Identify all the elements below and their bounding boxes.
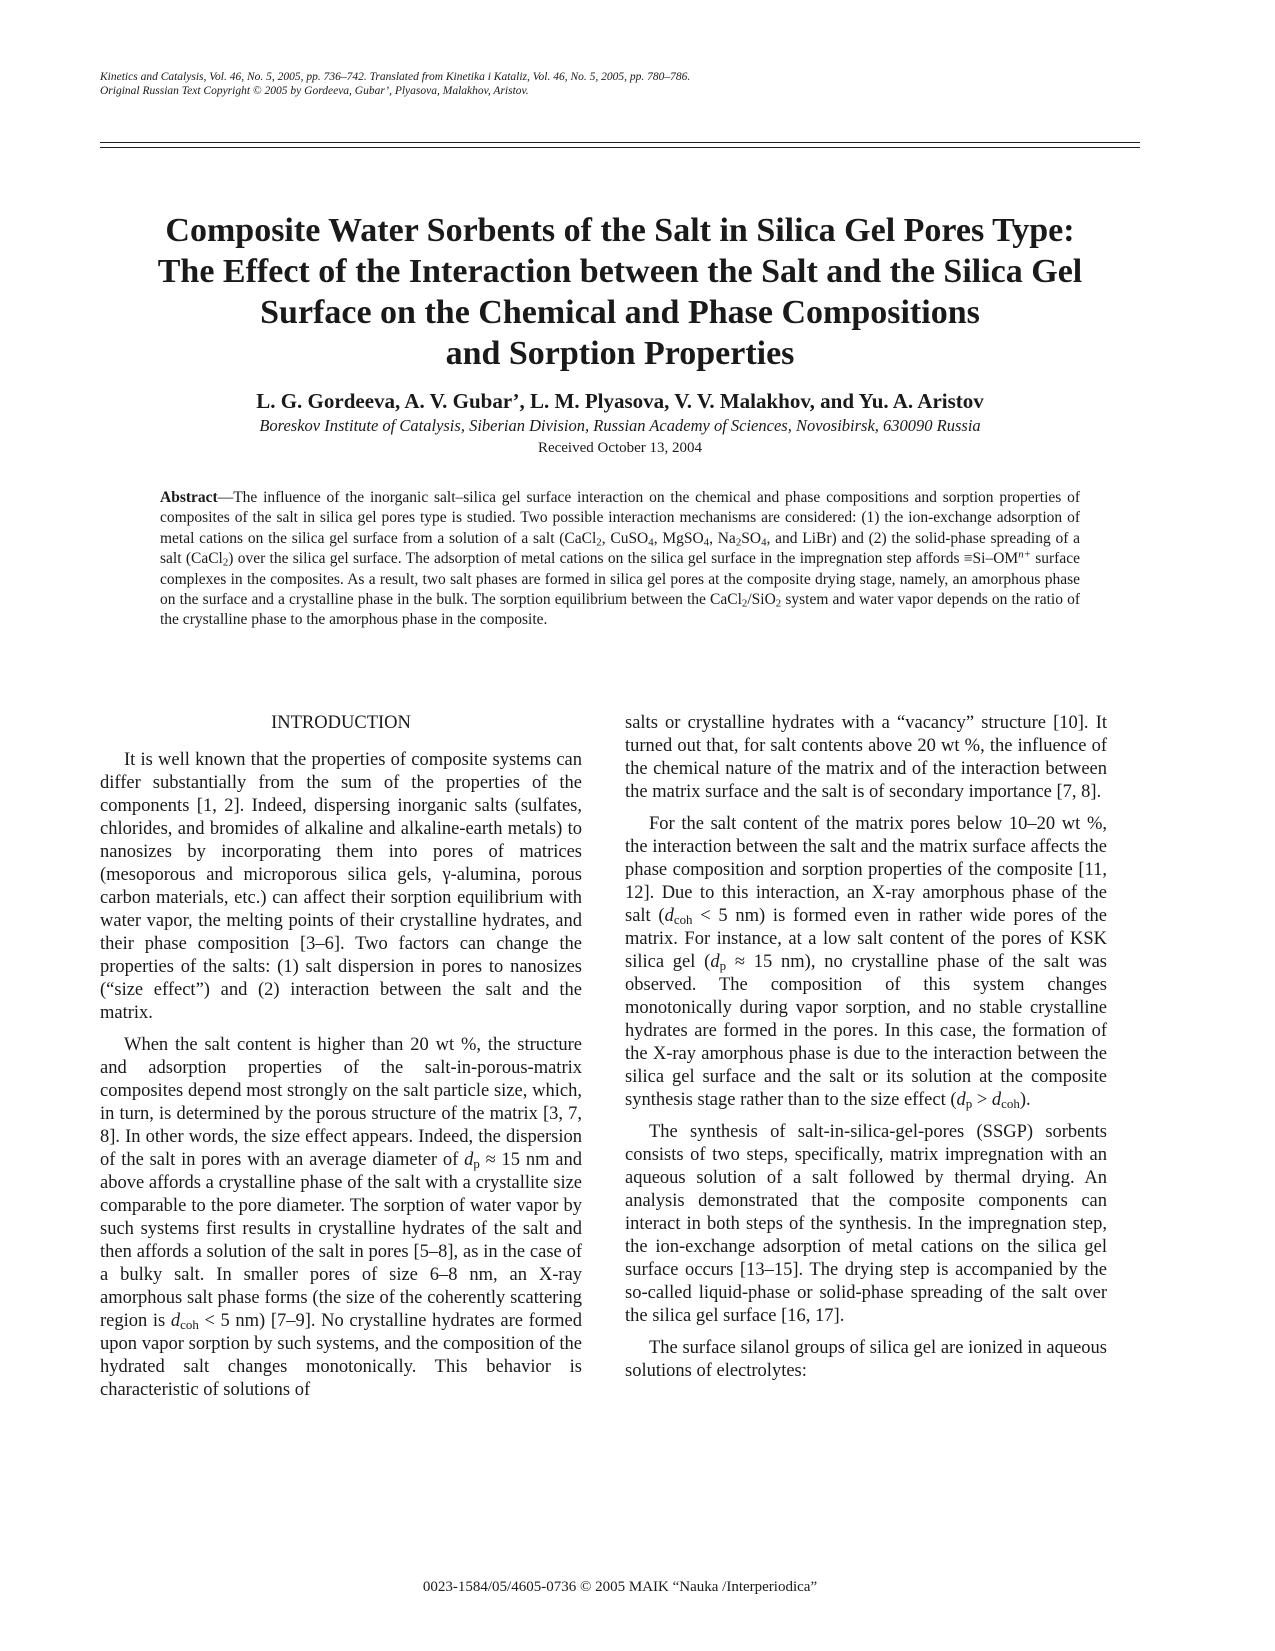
authors: L. G. Gordeeva, A. V. Gubar’, L. M. Plyasova, V. V. Malakhov, and Yu. A. Aristov — [256, 389, 984, 413]
title-line: Composite Water Sorbents of the Salt in Silica Gel Pores Type: — [165, 212, 1075, 249]
paragraph: It is well known that the properties of composite systems can differ substantially from the sum of the properties of the components [1, 2]. Indeed, dispersing inorganic salts (sulfates, chlorides, and bromides of alkaline and alkaline-earth metals) to nanosizes by incorporating them into pores of matrices (mesoporous and microporous silica gels, γ-alumina, porous carbon materials, etc.) can affect their sorption equilibrium with water vapor, the melting points of their crystalline hydrates, and their phase composition [3–6]. Two factors can change the properties of the salts: (1) salt dispersion in pores to nanosizes (“size effect”) and (2) interaction between the salt and the matrix. — [100, 750, 582, 1023]
abstract-label: Abstract — [160, 489, 218, 506]
affiliation: Boreskov Institute of Catalysis, Siberian Division, Russian Academy of Sciences, Novosibirsk, 630090 Russia — [259, 416, 981, 435]
received-date: Received October 13, 2004 — [537, 440, 703, 456]
column-right — [625, 712, 1107, 1383]
journal-header — [100, 70, 1140, 98]
abstract: Abstract—The influence of the inorganic salt–silica gel surface interaction on the chemical and phase compositions and sorption properties of composites of the salt in silica gel pores type is studied. Two possible interaction mechanisms are considered: (1) the ion-exchange adsorption of metal cations on the silica gel surface from a solution of a salt (CaCl$_2$, CuSO$_4$, MgSO$_4$, $Na_2SO_4$, and LiBr) and (2) the solid-phase spreading of a salt (CaCl$_2$) over the silica gel surface. The adsorption of metal cations on the silica gel surface in the impregnation step affords $\equiv Si-OM^{n+}$ surface complexes in the composites. As a result, two salt phases are formed in silica gel pores at the composite drying stage, namely, an amorphous phase on the surface and a crystalline phase in the bulk. The sorption equilibrium between the CaCl$_2$/SiO$_2$ system and water vapor depends on the ratio of the crystalline phase to the amorphous phase in the composite. — [160, 489, 1081, 629]
title-line: The Effect of the Interaction between the Salt and the Silica Gel — [157, 253, 1083, 290]
paragraph: The synthesis of salt-in-silica-gel-pores (SSGP) sorbents consists of two steps, specifically, matrix impregnation with an aqueous solution of a salt followed by thermal drying. An analysis demonstrated that the composite components can interact in both steps of the synthesis. In the impregnation step, the ion-exchange adsorption of metal cations on the silica gel surface occurs [13–15]. The drying step is accompanied by the so-called liquid-phase or solid-phase spreading of the salt over the silica gel surface [16, 17]. — [625, 1122, 1107, 1326]
section-heading-introduction: INTRODUCTION — [271, 713, 411, 733]
paragraph: The surface silanol groups of silica gel are ionized in aqueous solutions of electrolytes: — [625, 1338, 1107, 1381]
paragraph: salts or crystalline hydrates with a “vacancy” structure [10]. It turned out that, for salt contents above 20 wt %, the influence of the chemical nature of the matrix and of the interaction between the matrix surface and the salt is of secondary importance [7, 8]. — [625, 713, 1107, 802]
title-line: and Sorption Properties — [445, 335, 795, 372]
paragraph: When the salt content is higher than 20 wt %, the structure and adsorption properties of the salt-in-porous-matrix composites depend most strongly on the salt particle size, which, in turn, is determined by the porous structure of the matrix [3, 7, 8]. In other words, the size effect appears. Indeed, the dispersion of the salt in pores with an average diameter of $d_p \approx 15$ nm and above affords a crystalline phase of the salt with a crystallite size comparable to the pore diameter. The sorption of water vapor by such systems first results in crystalline hydrates of the salt and then affords a solution of the salt in pores [5–8], as in the case of a bulky salt. In smaller pores of size 6–8 nm, an X-ray amorphous salt phase forms (the size of the coherently scattering region is $d_{coh} < 5$ nm) [7–9]. No crystalline hydrates are formed upon vapor sorption by such systems, and the composition of the hydrated salt changes monotonically. This behavior is characteristic of solutions of — [100, 1035, 582, 1400]
title-line: Surface on the Chemical and Phase Compositions — [260, 294, 980, 331]
header-citation: Kinetics and Catalysis, Vol. 46, No. 5, 2005, pp. 736–742. Translated from Kinetika i Kataliz, Vol. 46, No. 5, 2005, pp. 780–786. — [100, 71, 691, 83]
article-title — [100, 210, 1140, 374]
page-footer: 0023-1584/05/4605-0736 © 2005 MAIK “Nauka /Interperiodica” — [422, 1579, 818, 1595]
column-left — [100, 712, 582, 1402]
paragraph: For the salt content of the matrix pores below 10–20 wt %, the interaction between the salt and the matrix surface affects the phase composition and sorption properties of the composite [11, 12]. Due to this interaction, an X-ray amorphous phase of the salt ($d_{coh} < 5$ nm) is formed even in rather wide pores of the matrix. For instance, at a low salt content of the pores of KSK silica gel ($d_p \approx 15$ nm), no crystalline phase of the salt was observed. The composition of this system changes monotonically during vapor sorption, and no stable crystalline hydrates are formed in the pores. In this case, the formation of the X-ray amorphous phase is due to the interaction between the silica gel surface and the salt or its solution at the composite synthesis stage rather than to the size effect $(d_p > d_{coh})$. — [625, 814, 1107, 1112]
header-divider — [100, 142, 1140, 148]
header-copyright: Original Russian Text Copyright © 2005 by Gordeeva, Gubar’, Plyasova, Malakhov, Aristov. — [100, 85, 529, 97]
